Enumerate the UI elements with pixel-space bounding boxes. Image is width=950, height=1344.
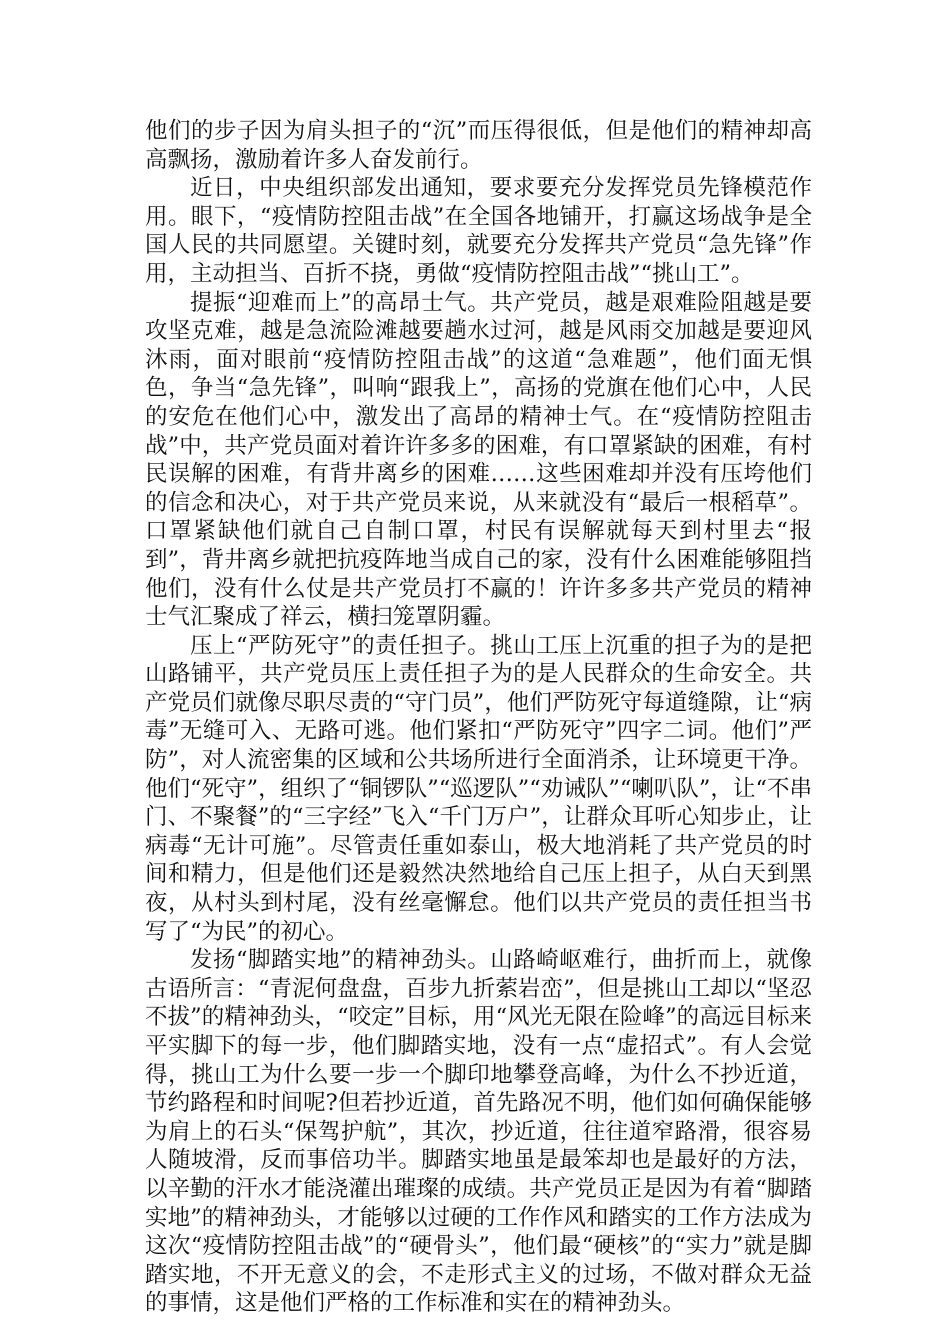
paragraph-continuation: 他们的步子因为肩头担子的“沉”而压得很低，但是他们的精神却高高飘扬，激励着许多人奋发前行。 (145, 118, 812, 173)
paragraph-notice: 近日，中央组织部发出通知，要求要充分发挥党员先锋模范作用。眼下，“疫情防控阻击战”在全国各地铺开，打赢这场战争是全国人民的共同愿望。关键时刻，就要充分发挥共产党员“急先锋”作用，主动担当、百折不挠，勇做“疫情防控阻击战”“挑山工”。 (145, 175, 812, 287)
paragraph-morale: 提振“迎难而上”的高昂士气。共产党员，越是艰难险阻越是要攻坚克难，越是急流险滩越要趟水过河，越是风雨交加越是要迎风沐雨，面对眼前“疫情防控阻击战”的这道“急难题”，他们面无惧色，争当“急先锋”，叫响“跟我上”，高扬的党旗在他们心中，人民的安危在他们心中，激发出了高昂的精神士气。在“疫情防控阻击战”中，共产党员面对着许许多多的困难，有口罩紧缺的困难，有村民误解的困难，有背井离乡的困难……这些困难却并没有压垮他们的信念和决心，对于共产党员来说，从来就没有“最后一根稻草”。口罩紧缺他们就自己自制口罩，村民有误解就每天到村里去“报到”，背井离乡就把抗疫阵地当成自己的家，没有什么困难能够阻挡他们，没有什么仗是共产党员打不赢的！许许多多共产党员的精神士气汇聚成了祥云，横扫笼罩阴霾。 (145, 289, 812, 631)
paragraph-responsibility: 压上“严防死守”的责任担子。挑山工压上沉重的担子为的是把山路铺平，共产党员压上责任担子为的是人民群众的生命安全。共产党员们就像尽职尽责的“守门员”，他们严防死守每道缝隙，让“病毒”无缝可入、无路可逃。他们紧扣“严防死守”四字二词。他们”严防”，对人流密集的区域和公共场所进行全面消杀，让环境更干净。他们“死守”，组织了“铜锣队”“巡逻队”“劝诫队”“喇叭队”，让“不串门、不聚餐”的“三字经”飞入“千门万户”，让群众耳听心知步止，让病毒“无计可施”。尽管责任重如泰山，极大地消耗了共产党员的时间和精力，但是他们还是毅然决然地给自己压上担子，从白天到黑夜，从村头到村尾，没有丝毫懈怠。他们以共产党员的责任担当书写了“为民”的初心。 (145, 632, 812, 945)
paragraph-down-to-earth: 发扬“脚踏实地”的精神劲头。山路崎岖难行，曲折而上，就像古语所言：“青泥何盘盘，百步九折萦岩峦”，但是挑山工却以“坚忍不拔”的精神劲头，“咬定”目标，用“风光无限在险峰”的高远目标来平实脚下的每一步，他们脚踏实地，没有一点“虚招式”。有人会觉得，挑山工为什么要一步一个脚印地攀登高峰，为什么不抄近道，节约路程和时间呢?但若抄近道，首先路况不明，他们如何确保能够为肩上的石头“保驾护航”，其次，抄近道，往往道窄路滑，很容易人随坡滑，反而事倍功半。脚踏实地虽是最笨却也是最好的方法，以辛勤的汗水才能浇灌出璀璨的成绩。共产党员正是因为有着“脚踏实地”的精神劲头，才能够以过硬的工作作风和踏实的工作方法成为这次“疫情防控阻击战”的“硬骨头”，他们最“硬核”的“实力”就是脚踏实地，不开无意义的会，不走形式主义的过场，不做对群众无益的事情，这是他们严格的工作标准和实在的精神劲头。 (145, 947, 812, 1317)
document-page (145, 117, 812, 1318)
